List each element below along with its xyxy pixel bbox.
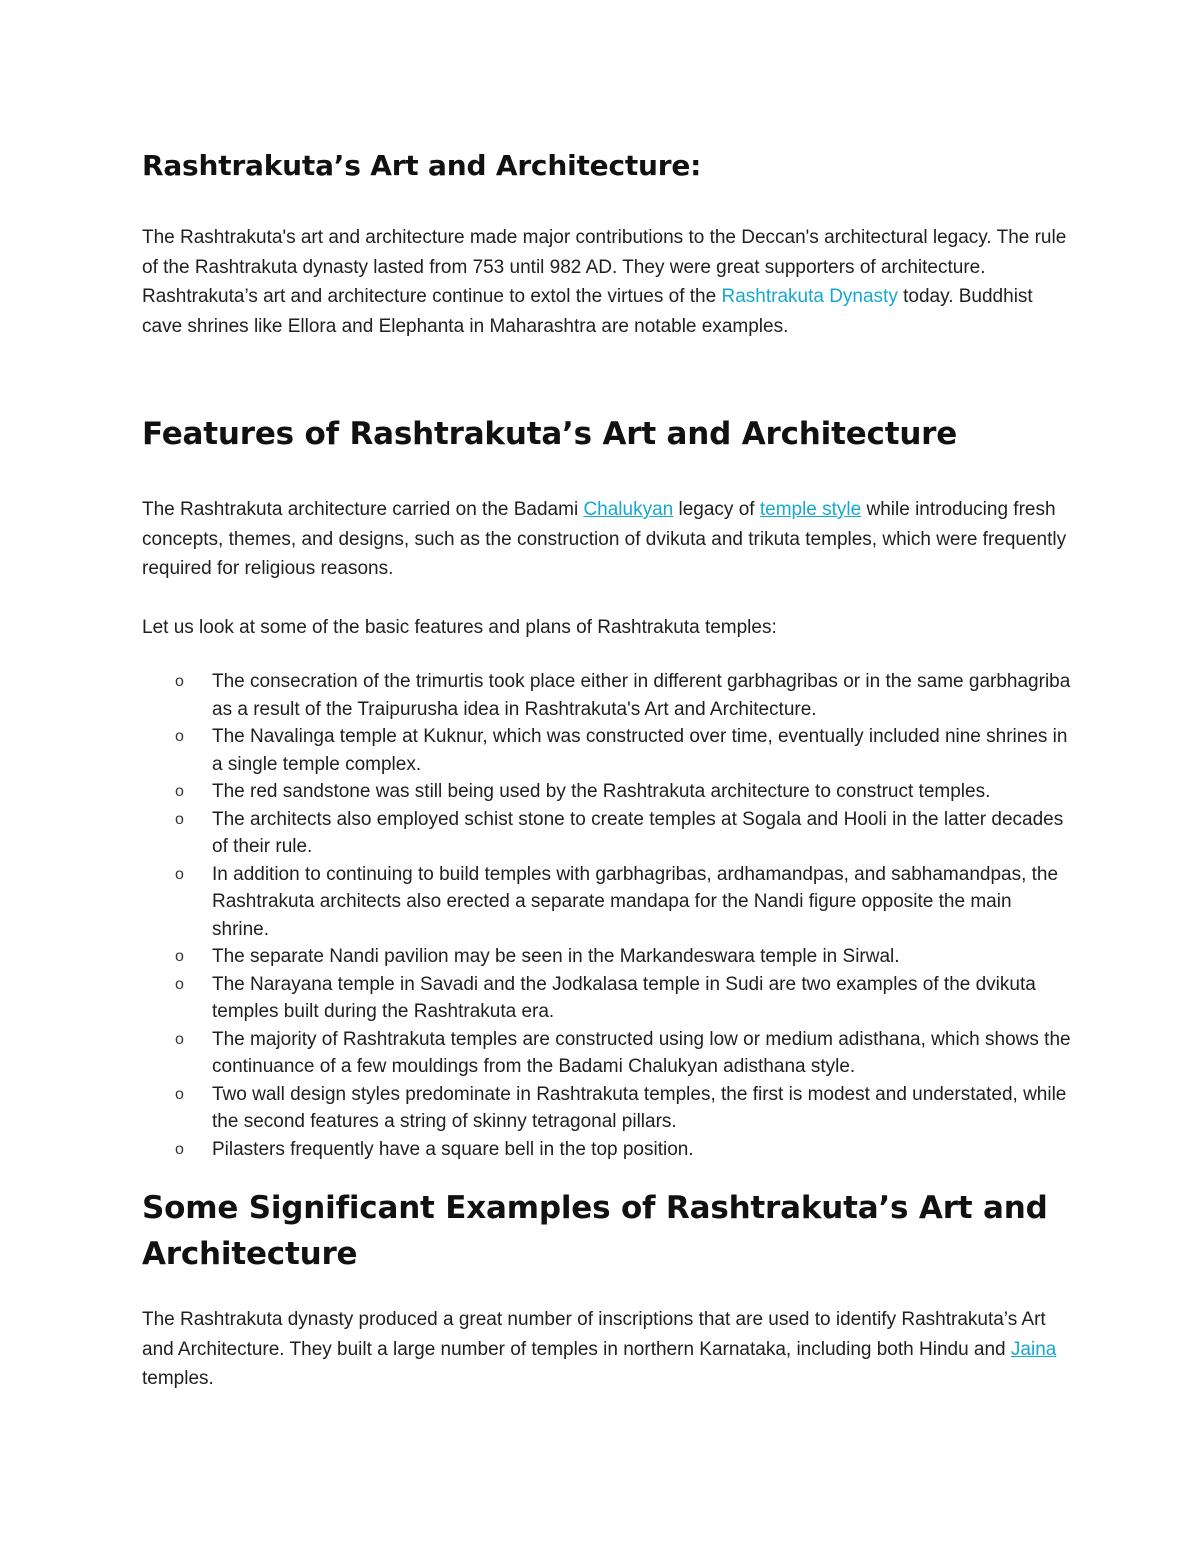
rashtrakuta-dynasty-link[interactable]: Rashtrakuta Dynasty [721, 286, 898, 307]
list-item [142, 861, 1072, 944]
list-item-text: The consecration of the trimurtis took place either in different garbhagribas or in the same garbhagriba as a result of the Traipurusha idea in Rashtrakuta's Art and Architecture. [212, 671, 1071, 720]
bullet-marker: o [175, 975, 184, 993]
features-text-2: legacy of [673, 499, 760, 520]
list-item-text: The architects also employed schist stone to create temples at Sogala and Hooli in the latter decades of their rule. [212, 808, 1064, 857]
bullet-marker: o [175, 673, 184, 690]
features-paragraph [142, 495, 1072, 584]
features-text-1: The Rashtrakuta architecture carried on the Badami [142, 499, 584, 520]
examples-paragraph [142, 1305, 1072, 1394]
page-title: Rashtrakuta’s Art and Architecture: [142, 149, 702, 182]
bullet-marker: o [175, 1140, 184, 1158]
bullet-marker: o [175, 1030, 184, 1048]
list-item-text: Two wall design styles predominate in Rashtrakuta temples, the first is modest and understated, while the second features a string of skinny tetragonal pillars. [212, 1083, 1067, 1132]
examples-text-1: The Rashtrakuta dynasty produced a great number of inscriptions that are used to identify Rashtrakuta’s Art and Architecture. They built a large number of temples in northern Karnataka, including both Hindu and [142, 1309, 1046, 1360]
list-item [142, 668, 1072, 723]
list-item [142, 778, 1072, 806]
list-item-text: The majority of Rashtrakuta temples are constructed using low or medium adisthana, which shows the continuance of a few mouldings from the Badami Chalukyan adisthana style. [212, 1028, 1071, 1077]
features-text-3: while introducing fresh concepts, themes, and designs, such as the construction of dvikuta and trikuta temples, which were frequently required for religious reasons. [142, 499, 1067, 579]
list-item [142, 1081, 1072, 1136]
bullet-marker: o [175, 1085, 184, 1103]
list-item [142, 806, 1072, 861]
intro-paragraph [142, 223, 1072, 341]
list-item-text: Pilasters frequently have a square bell in the top position. [212, 1138, 694, 1160]
list-item [142, 723, 1072, 778]
temple-style-link[interactable]: temple style [759, 499, 862, 520]
list-item-text: The separate Nandi pavilion may be seen in the Markandeswara temple in Sirwal. [212, 946, 900, 967]
list-item [142, 943, 1072, 971]
list-item-text: The Navalinga temple at Kuknur, which was constructed over time, eventually included nine shrines in a single temple complex. [212, 726, 1068, 775]
examples-text-2: temples. [142, 1368, 214, 1389]
bullet-marker: o [175, 783, 184, 800]
features-list [142, 668, 1072, 1163]
look-paragraph: Let us look at some of the basic features and plans of Rashtrakuta temples: [142, 616, 777, 638]
chalukyan-link[interactable]: Chalukyan [583, 499, 674, 520]
list-item-text: The red sandstone was still being used by the Rashtrakuta architecture to construct temples. [212, 781, 991, 802]
document-page [142, 140, 1072, 1394]
bullet-marker: o [175, 865, 184, 883]
intro-text-1: The Rashtrakuta's art and architecture made major contributions to the Deccan's architectural legacy. The rule of the Rashtrakuta dynasty lasted from 753 until 982 AD. They were great supporters of architecture. Rashtrakuta’s art and architecture continue to extol the virtues of the [142, 227, 1067, 307]
list-item-text: The Narayana temple in Savadi and the Jodkalasa temple in Sudi are two examples of the dvikuta temples built during the Rashtrakuta era. [212, 973, 1036, 1022]
list-item-text: In addition to continuing to build temples with garbhagribas, ardhamandpas, and sabhamandpas, the Rashtrakuta architects also erected a separate mandapa for the Nandi figure opposite the main shrine. [212, 863, 1059, 940]
bullet-marker: o [175, 948, 184, 965]
features-heading: Features of Rashtrakuta’s Art and Architecture [142, 416, 958, 452]
jaina-link[interactable]: Jaina [1010, 1338, 1057, 1360]
bullet-marker: o [175, 810, 184, 828]
intro-text-2: today. Buddhist cave shrines like Ellora and Elephanta in Maharashtra are notable examples. [142, 286, 1033, 337]
list-item [142, 1026, 1072, 1081]
list-item [142, 971, 1072, 1026]
list-item [142, 1136, 1072, 1164]
examples-heading: Some Significant Examples of Rashtrakuta’s Art and Architecture [142, 1190, 1048, 1272]
bullet-marker: o [175, 728, 184, 745]
